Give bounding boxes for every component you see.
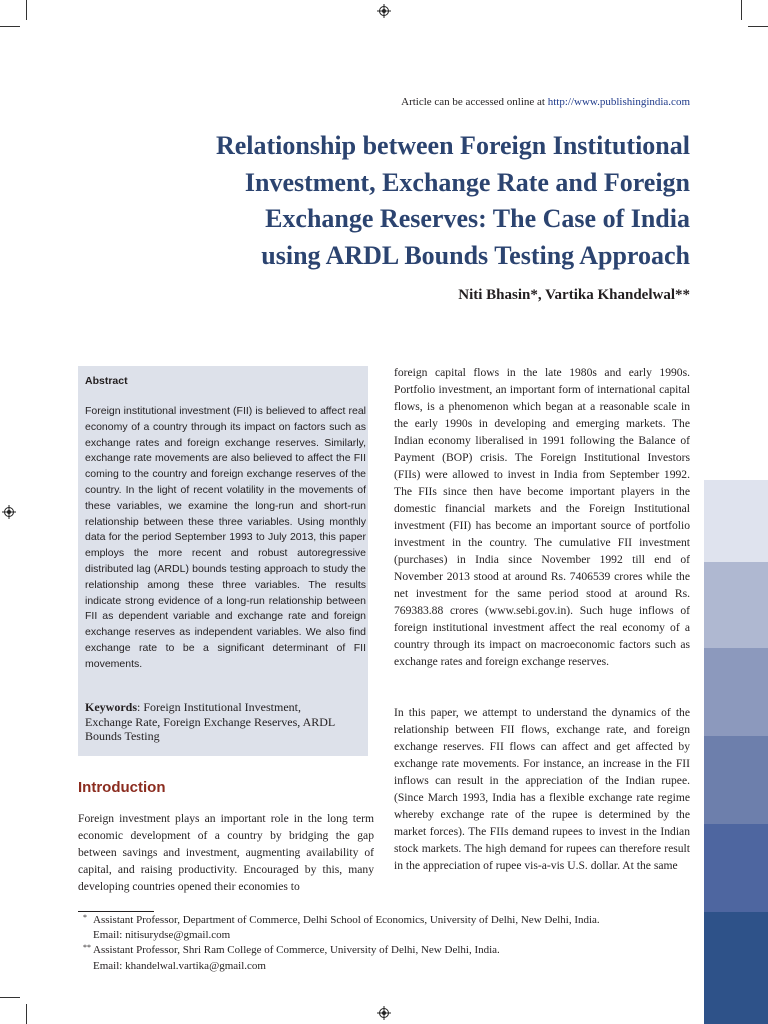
access-text: Article can be accessed online at: [401, 96, 548, 108]
keywords-label: Keywords: [85, 700, 137, 714]
introduction-heading: Introduction: [78, 779, 166, 796]
footnote-mark: **: [83, 943, 91, 953]
body-paragraph: foreign capital flows in the late 1980s and early 1990s. Portfolio investment, an important form of international capital flows, is a phenomenon which began at a reasonable scale in the early 1990s in developing and emerging markets. The Indian economy liberalised in 1991 following the Balance of Payment (BOP) crisis. The Foreign Institutional Investors (FIIs) were allowed to invest in India from September 1992. The FIIs since then have become important players in the domestic financial markets and the Foreign Institutional investment (FII) has become an important source of portfolio investment in the country. The cumulative FII investment (purchases) in India since November 1992 till end of November 2013 stood at around Rs. 7406539 crores while the net investment for the same period stood at around Rs. 769383.88 crores (www.sebi.gov.in). Such huge inflows of foreign institutional investment affect the real economy of a country through its impact on macroeconomic factors such as exchange rates and foreign exchange reserves.: [394, 366, 690, 668]
footnote: [78, 913, 690, 928]
introduction-paragraph: Foreign investment plays an important role in the long term economic development of a country by bridging the gap between savings and investment, augmenting availability of capital, and raising productivity. Encouraged by this, many developing countries opened their economies to: [78, 812, 374, 893]
color-stripe: [704, 736, 768, 824]
crop-mark: [748, 26, 768, 27]
footnote-affiliation: Assistant Professor, Department of Commerce, Delhi School of Economics, University of Delhi, New Delhi, India.: [93, 914, 600, 926]
registration-mark-icon: [377, 4, 391, 18]
crop-mark: [0, 26, 20, 27]
access-note: [401, 96, 690, 108]
registration-mark-icon: [377, 1006, 391, 1020]
title-line: Relationship between Foreign Institutional: [215, 131, 690, 160]
footnote-rule: [78, 911, 154, 912]
body-paragraph: In this paper, we attempt to understand the dynamics of the relationship between FII flows, exchange rate, and foreign exchange reserves. FII flows can affect and get affected by exchange rate movements. For instance, an increase in the FII inflows can result in the appreciation of the Indian rupee. (Since March 1993, India has a flexible exchange rate regime whereby exchange rate of the rupee is determined by the market forces). The FIIs demand rupees to invest in the Indian stock markets. The high demand for rupees can therefore result in the appreciation of rupee vis-a-vis U.S. dollar. At the same: [394, 706, 690, 872]
footnote-mark: *: [83, 913, 87, 922]
footnote: [78, 943, 690, 958]
registration-mark-icon: [2, 505, 16, 519]
footnote-email: Email: khandelwal.vartika@gmail.com: [93, 959, 266, 972]
title-line: Exchange Reserves: The Case of India: [265, 204, 690, 233]
title-line: Investment, Exchange Rate and Foreign: [244, 167, 690, 197]
footnote-email: Email: nitisurydse@gmail.com: [93, 929, 231, 942]
abstract-text: Foreign institutional investment (FII) is believed to affect real economy of a country through its impact on factors such as exchange rates and foreign exchange reserves. Similarly, exchange rate movements are also believed to affect the FII coming to the country and foreign exchange reserves of the country. In the light of recent volatility in the movements of these variables, we examine the long-run and short-run relationship between these three variables. Using monthly data for the period September 1993 to July 2013, this paper employs the more recent and robust autoregressive distributed lag (ARDL) bounds testing approach to study the relationship among these three variables. The results indicate strong evidence of a long-run relationship between FII as dependent variable and exchange rate and foreign exchange reserves as independent variables. We also find exchange rate to be a significant determinant of FII movements.: [85, 405, 366, 670]
authors: Niti Bhasin*, Vartika Khandelwal**: [458, 287, 690, 303]
color-stripe: [704, 480, 768, 562]
crop-mark: [26, 1004, 27, 1024]
color-stripe: [704, 912, 768, 1024]
abstract-heading: Abstract: [85, 375, 128, 387]
footnote-affiliation: Assistant Professor, Shri Ram College of Commerce, University of Delhi, New Delhi, India.: [93, 944, 500, 957]
keywords: [85, 700, 345, 744]
keywords-text: : Foreign Institutional Investment, Exchange Rate, Foreign Exchange Reserves, ARDL Bounds Testing: [85, 700, 335, 743]
crop-mark: [0, 997, 20, 998]
color-stripe: [704, 824, 768, 912]
color-stripe: [704, 562, 768, 648]
crop-mark: [26, 0, 27, 20]
color-stripe: [704, 648, 768, 736]
title-line: using ARDL Bounds Testing Approach: [261, 240, 690, 270]
footnotes: [78, 913, 690, 974]
paper-title: [130, 128, 690, 274]
publisher-link[interactable]: http://www.publishingindia.com: [547, 96, 690, 108]
crop-mark: [741, 0, 742, 20]
